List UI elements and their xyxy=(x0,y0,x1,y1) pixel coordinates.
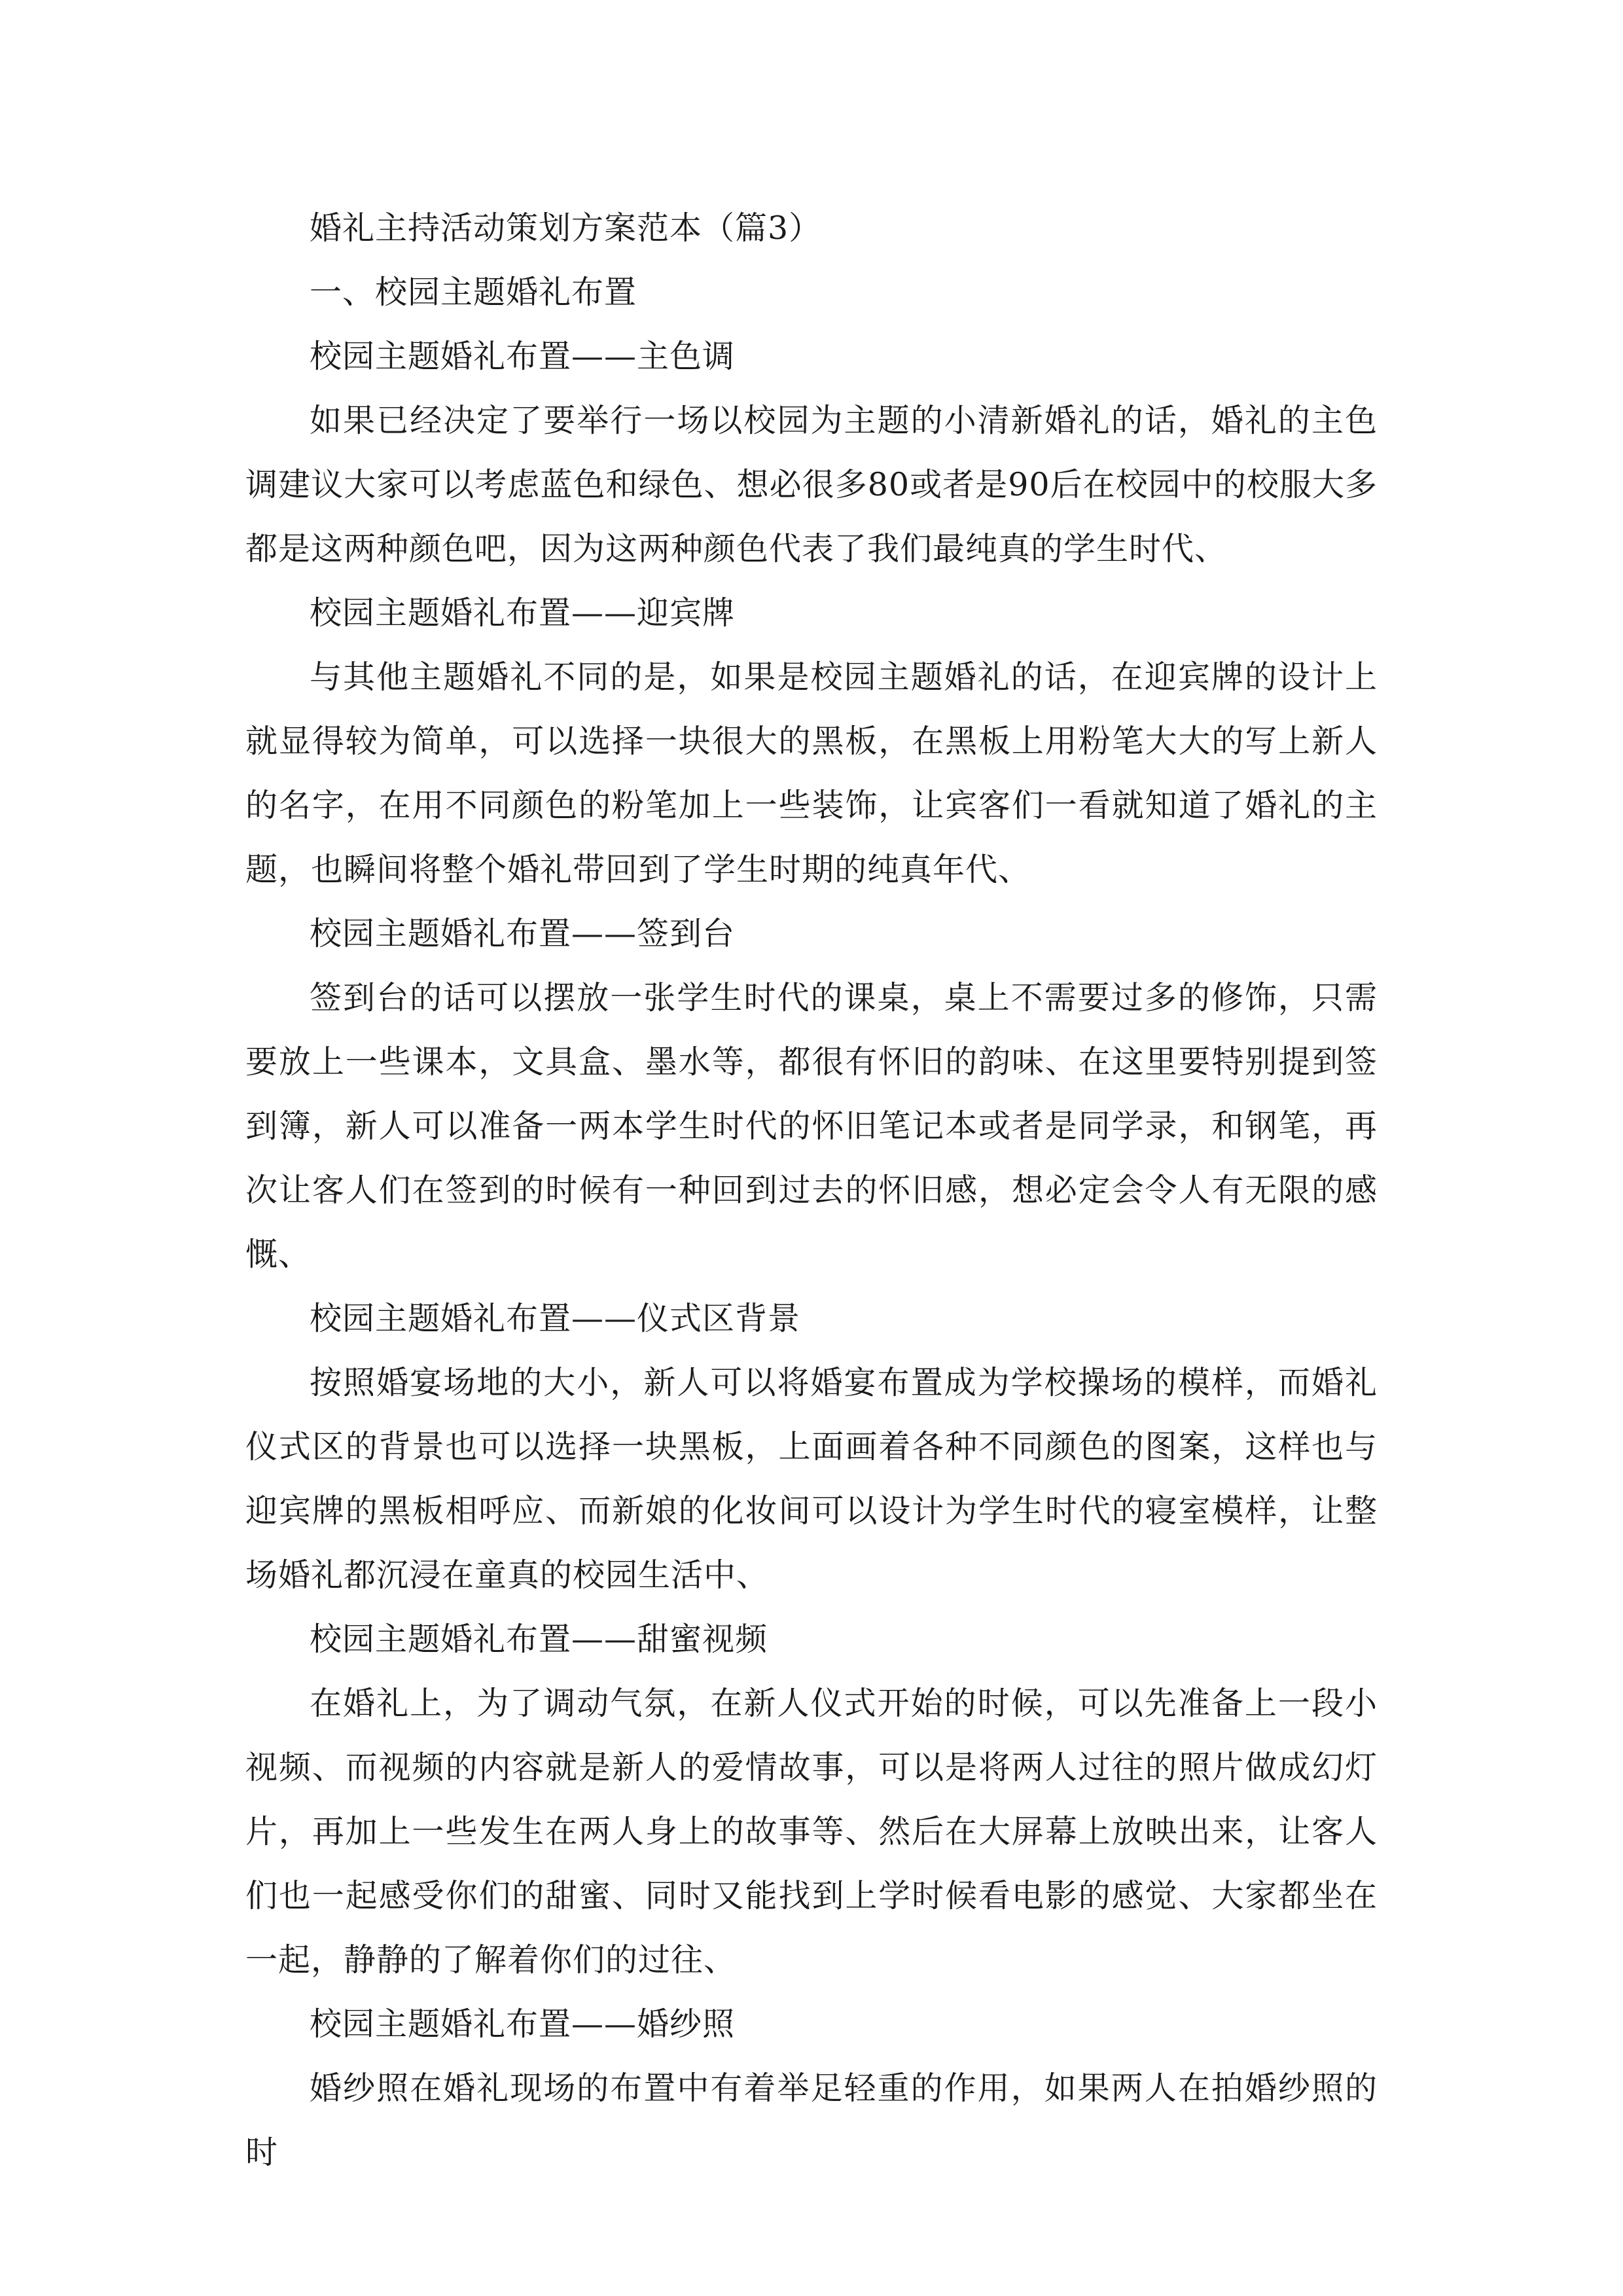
paragraph-ceremony-backdrop: 按照婚宴场地的大小，新人可以将婚宴布置成为学校操场的模样，而婚礼仪式区的背景也可以选择一块黑板，上面画着各种不同颜色的图案，这样也与迎宾牌的黑板相呼应、而新娘的化妆间可以设计为学生时代的寝室模样，让整场婚礼都沉浸在童真的校园生活中、 xyxy=(245,1364,1378,1594)
paragraph-wedding-photos: 婚纱照在婚礼现场的布置中有着举足轻重的作用，如果两人在拍婚纱照的时 xyxy=(245,2070,1378,2171)
subheading-sign-in-table: 校园主题婚礼布置——签到台 xyxy=(310,915,736,952)
document-title: 婚礼主持活动策划方案范本（篇3） xyxy=(310,209,822,247)
subheading-welcome-sign: 校园主题婚礼布置——迎宾牌 xyxy=(310,594,736,632)
paragraph-main-color: 如果已经决定了要举行一场以校园为主题的小清新婚礼的话，婚礼的主色调建议大家可以考虑蓝色和绿色、想必很多80或者是90后在校园中的校服大多都是这两种颜色吧，因为这两种颜色代表了我们最纯真的学生时代、 xyxy=(245,402,1378,567)
subheading-wedding-photos: 校园主题婚礼布置——婚纱照 xyxy=(310,2005,736,2043)
subheading-sweet-video: 校园主题婚礼布置——甜蜜视频 xyxy=(310,1621,768,1658)
paragraph-sign-in-table: 签到台的话可以摆放一张学生时代的课桌，桌上不需要过多的修饰，只需要放上一些课本，文具盒、墨水等，都很有怀旧的韵味、在这里要特别提到签到簿，新人可以准备一两本学生时代的怀旧笔记本或者是同学录，和钢笔，再次让客人们在签到的时候有一种回到过去的怀旧感，想必定会令人有无限的感慨、 xyxy=(245,979,1378,1273)
subheading-main-color: 校园主题婚礼布置——主色调 xyxy=(310,338,736,375)
paragraph-sweet-video: 在婚礼上，为了调动气氛，在新人仪式开始的时候，可以先准备上一段小视频、而视频的内容就是新人的爱情故事，可以是将两人过往的照片做成幻灯片，再加上一些发生在两人身上的故事等、然后在大屏幕上放映出来，让客人们也一起感受你们的甜蜜、同时又能找到上学时候看电影的感觉、大家都坐在一起，静静的了解着你们的过往、 xyxy=(245,1685,1378,1979)
section-heading: 一、校园主题婚礼布置 xyxy=(310,274,637,311)
subheading-ceremony-backdrop: 校园主题婚礼布置——仪式区背景 xyxy=(310,1300,801,1337)
paragraph-welcome-sign: 与其他主题婚礼不同的是，如果是校园主题婚礼的话，在迎宾牌的设计上就显得较为简单，可以选择一块很大的黑板，在黑板上用粉笔大大的写上新人的名字，在用不同颜色的粉笔加上一些装饰，让宾客们一看就知道了婚礼的主题，也瞬间将整个婚礼带回到了学生时期的纯真年代、 xyxy=(245,658,1378,888)
document-body xyxy=(245,196,1378,2185)
